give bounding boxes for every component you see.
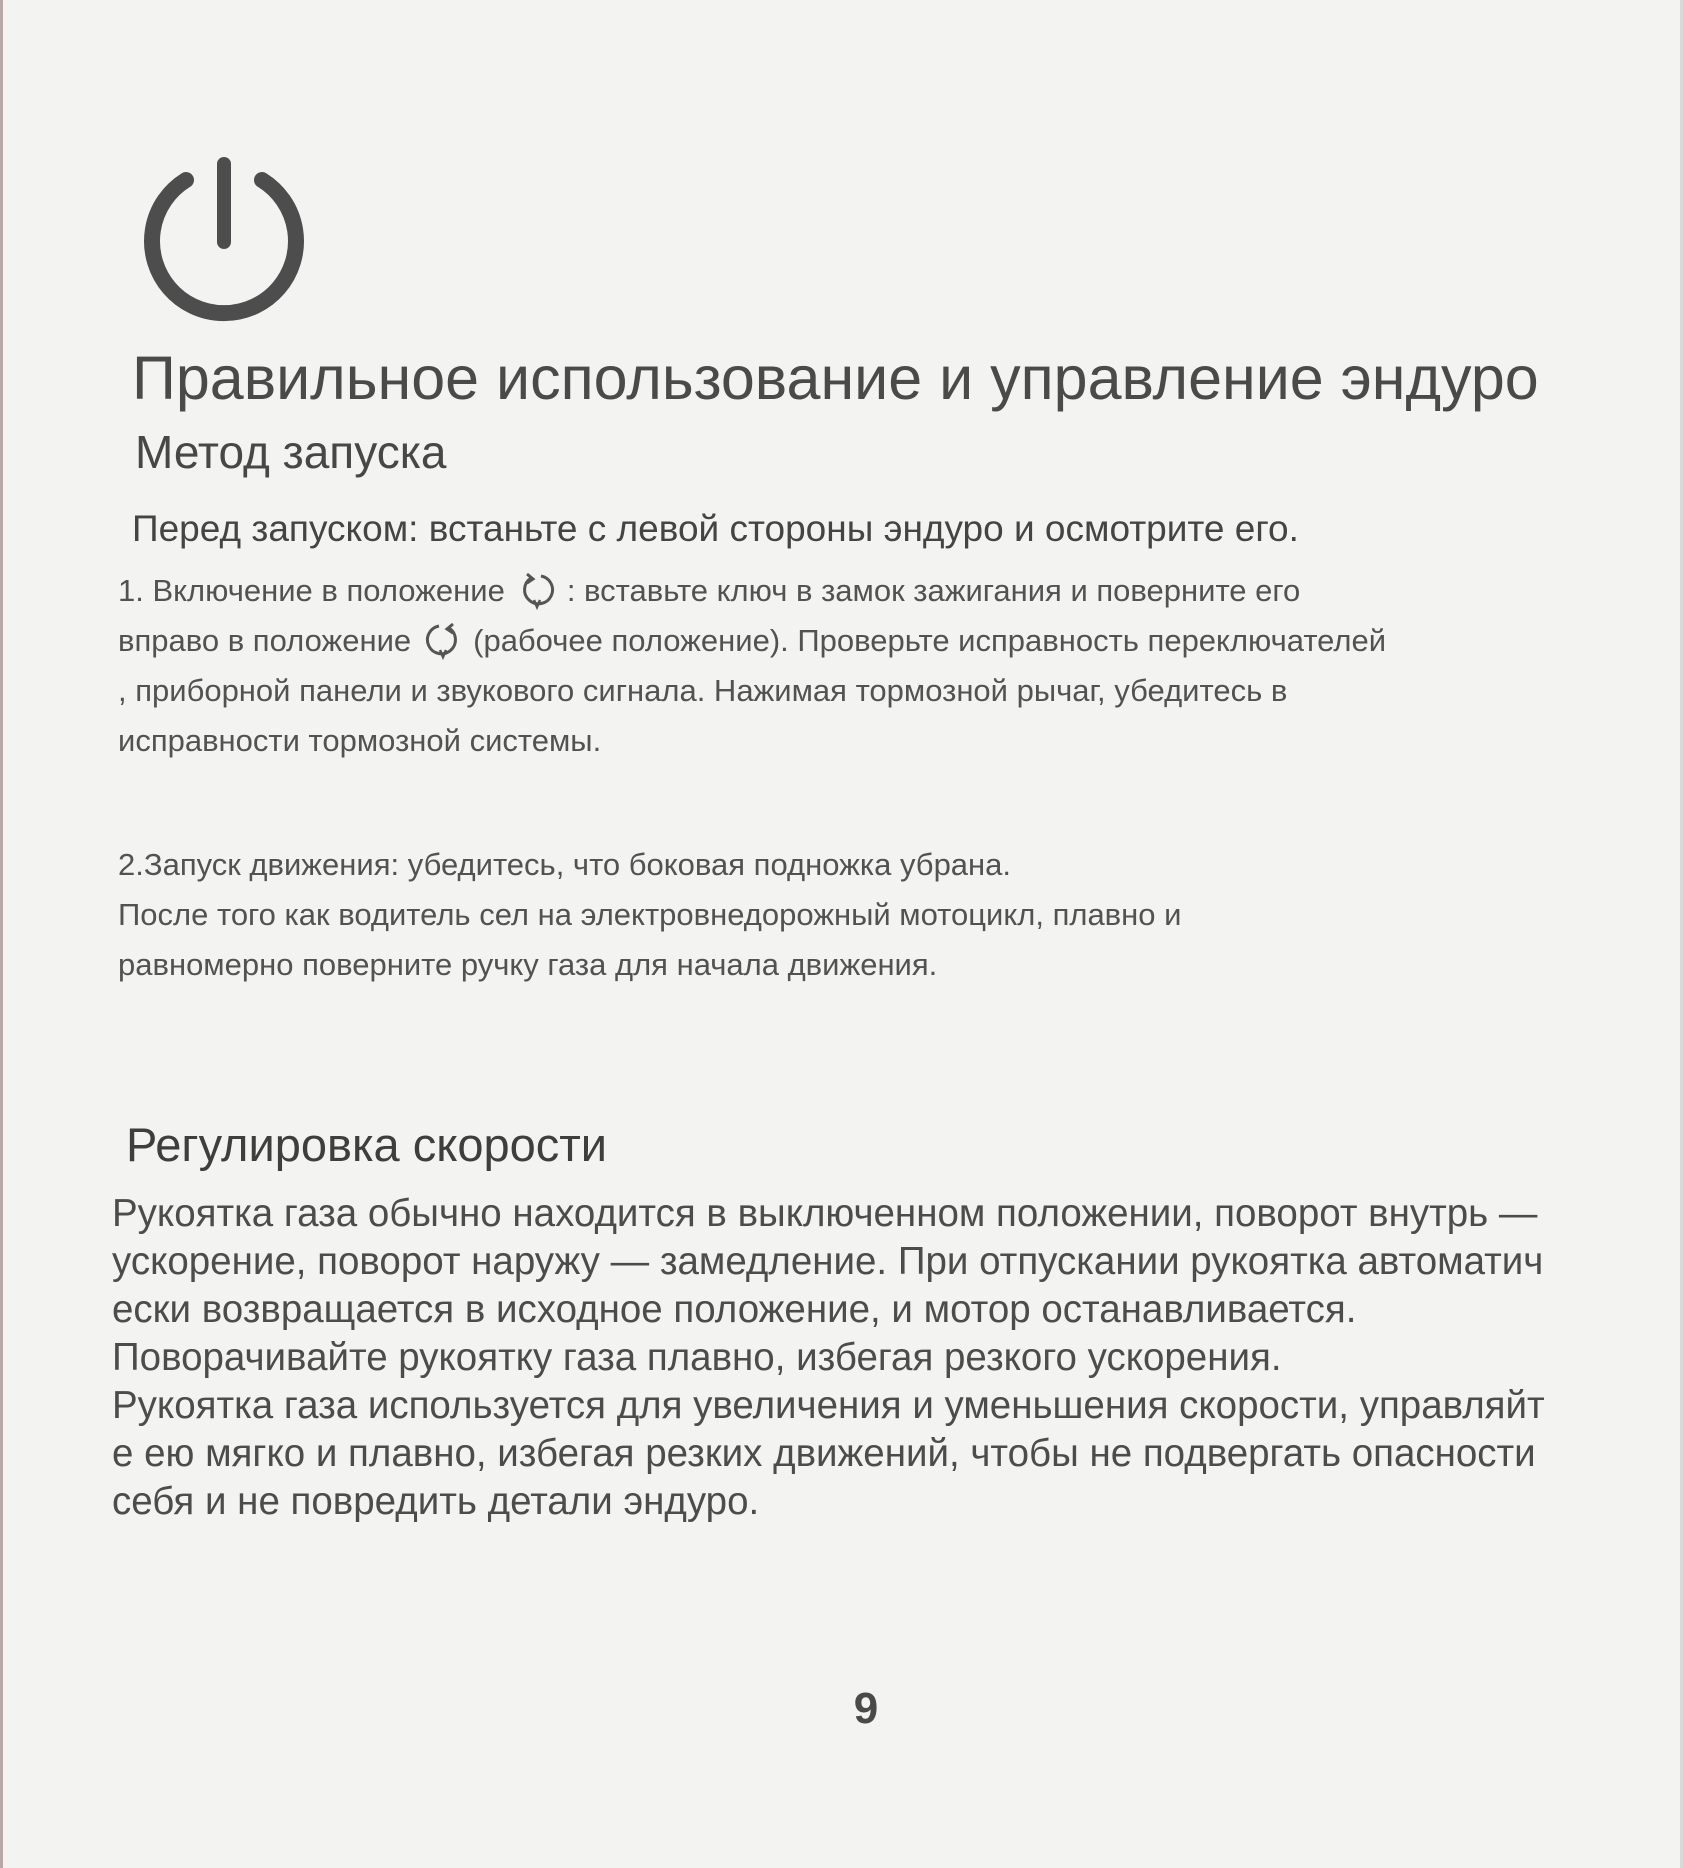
speed-line: е ею мягко и плавно, избегая резких движений, чтобы не подвергать опасности — [112, 1432, 1536, 1475]
start-method-intro: Перед запуском: встаньте с левой стороны эндуро и осмотрите его. — [132, 508, 1299, 549]
speed-control-heading: Регулировка скорости — [126, 1118, 608, 1171]
page-number: 9 — [853, 1684, 879, 1733]
start-method-heading: Метод запуска — [135, 426, 447, 478]
step-2-line-3: равномерно поверните ручку газа для начала движения. — [118, 947, 938, 982]
step-2-line-1: 2.Запуск движения: убедитесь, что боковая подножка убрана. — [118, 847, 1012, 882]
step-1-line-4: исправности тормозной системы. — [118, 723, 602, 758]
step-1-line-1: 1. Включение в положение : вставьте ключ в замок зажигания и поверните его — [118, 566, 1638, 616]
page-edge-left — [0, 0, 3, 1868]
start-step-1 — [118, 566, 1638, 766]
speed-line: себя и не повредить детали эндуро. — [112, 1480, 760, 1523]
ignition-key-icon — [423, 620, 463, 660]
speed-control-text — [112, 1190, 1680, 1526]
step-1-line-3: , приборной панели и звукового сигнала. Нажимая тормозной рычаг, убедитесь в — [118, 673, 1288, 708]
speed-line: Рукоятка газа обычно находится в выключенном положении, поворот внутрь — — [112, 1192, 1538, 1235]
ignition-key-icon — [517, 570, 557, 610]
page-title: Правильное использование и управление эндуро — [132, 344, 1539, 412]
speed-line: Рукоятка газа используется для увеличения и уменьшения скорости, управляйт — [112, 1384, 1545, 1427]
speed-line: ески возвращается в исходное положение, и мотор останавливается. — [112, 1288, 1357, 1331]
speed-line: Поворачивайте рукоятку газа плавно, избегая резкого ускорения. — [112, 1336, 1282, 1379]
start-step-2 — [118, 840, 1638, 990]
speed-line: ускорение, поворот наружу — замедление. При отпускании рукоятка автоматич — [112, 1240, 1544, 1283]
step-1-line-2: вправо в положение (рабочее положение). Проверьте исправность переключателей — [118, 616, 1638, 666]
power-icon — [138, 150, 310, 328]
step-2-line-2: После того как водитель сел на электровнедорожный мотоцикл, плавно и — [118, 897, 1182, 932]
